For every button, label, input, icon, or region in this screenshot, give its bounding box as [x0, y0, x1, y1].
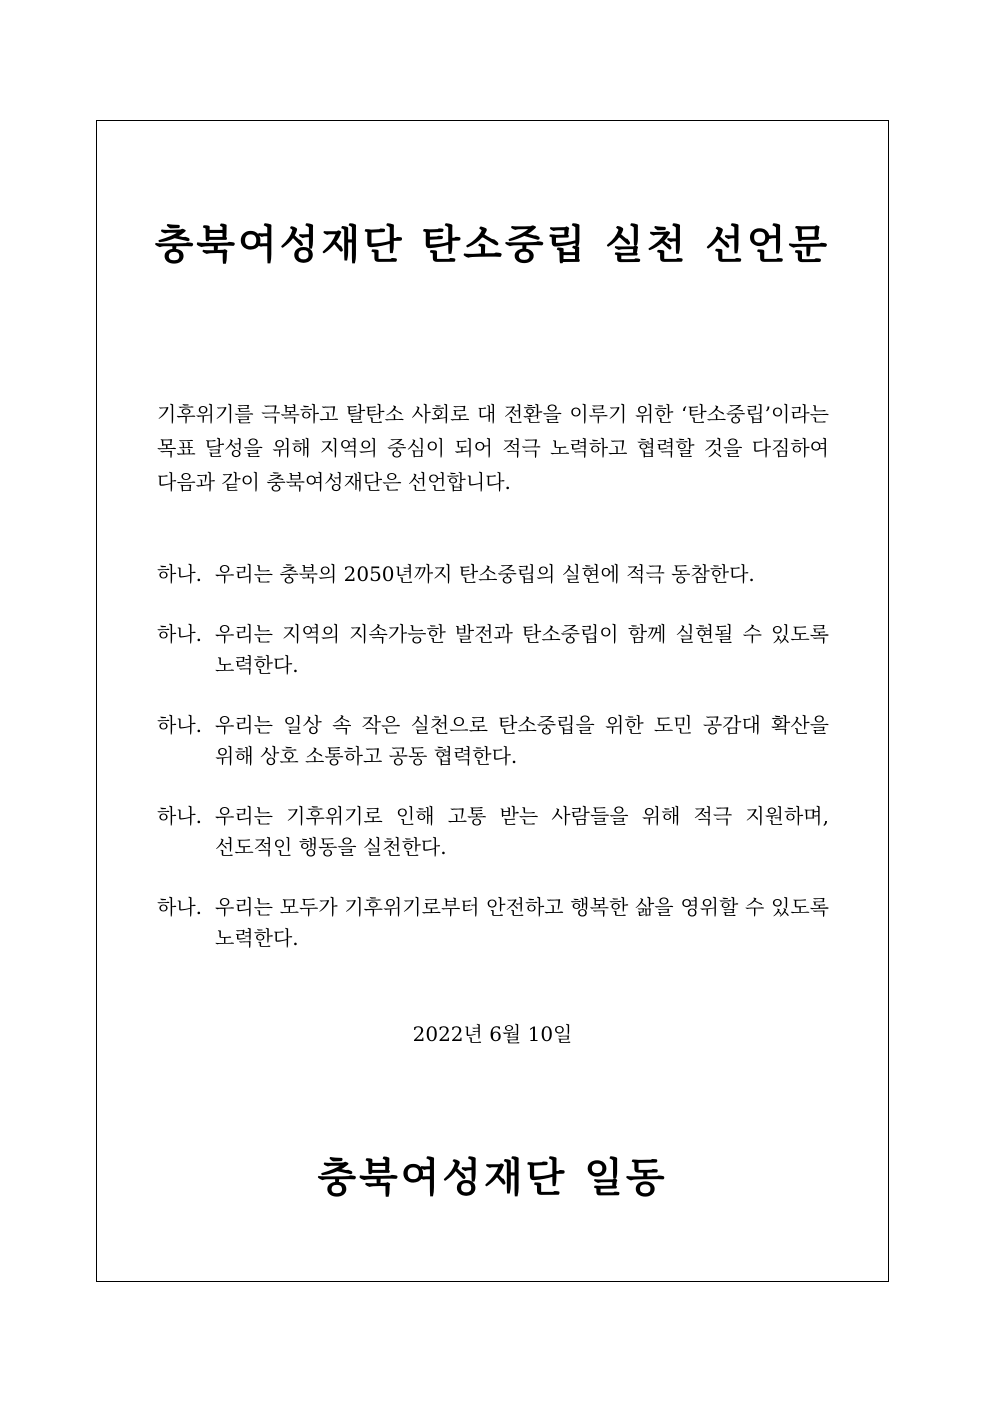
pledge-prefix: 하나.: [157, 895, 202, 919]
declaration-date: 2022년 6월 10일: [412, 1022, 573, 1046]
pledge-text: 우리는 충북의 2050년까지 탄소중립의 실현에 적극 동참한다.: [215, 562, 755, 586]
pledge-list: [157, 559, 829, 983]
pledge-prefix: 하나.: [157, 622, 202, 646]
pledge-prefix: 하나.: [157, 562, 202, 586]
pledge-text: 우리는 모두가 기후위기로부터 안전하고 행복한 삶을 영위할 수 있도록 노력한다.: [215, 895, 829, 950]
pledge-text: 우리는 지역의 지속가능한 발전과 탄소중립이 함께 실현될 수 있도록 노력한다.: [215, 622, 829, 677]
pledge-prefix: 하나.: [157, 804, 202, 828]
pledge-item: [157, 619, 829, 681]
pledge-item: [157, 559, 829, 590]
pledge-item: [157, 801, 829, 863]
intro-paragraph: 기후위기를 극복하고 탈탄소 사회로 대 전환을 이루기 위한 ‘탄소중립’이라는 목표 달성을 위해 지역의 중심이 되어 적극 노력하고 협력할 것을 다짐하여 다음과 같이 충북여성재단은 선언합니다.: [157, 402, 829, 494]
document-frame: [96, 120, 889, 1282]
document-title: 충북여성재단 탄소중립 실천 선언문: [154, 221, 831, 268]
pledge-item: [157, 892, 829, 954]
pledge-prefix: 하나.: [157, 713, 202, 737]
signature: 충북여성재단 일동: [317, 1154, 668, 1201]
pledge-text: 우리는 일상 속 작은 실천으로 탄소중립을 위한 도민 공감대 확산을 위해 상호 소통하고 공동 협력한다.: [215, 713, 829, 768]
pledge-item: [157, 710, 829, 772]
pledge-text: 우리는 기후위기로 인해 고통 받는 사람들을 위해 적극 지원하며, 선도적인 행동을 실천한다.: [215, 804, 829, 859]
